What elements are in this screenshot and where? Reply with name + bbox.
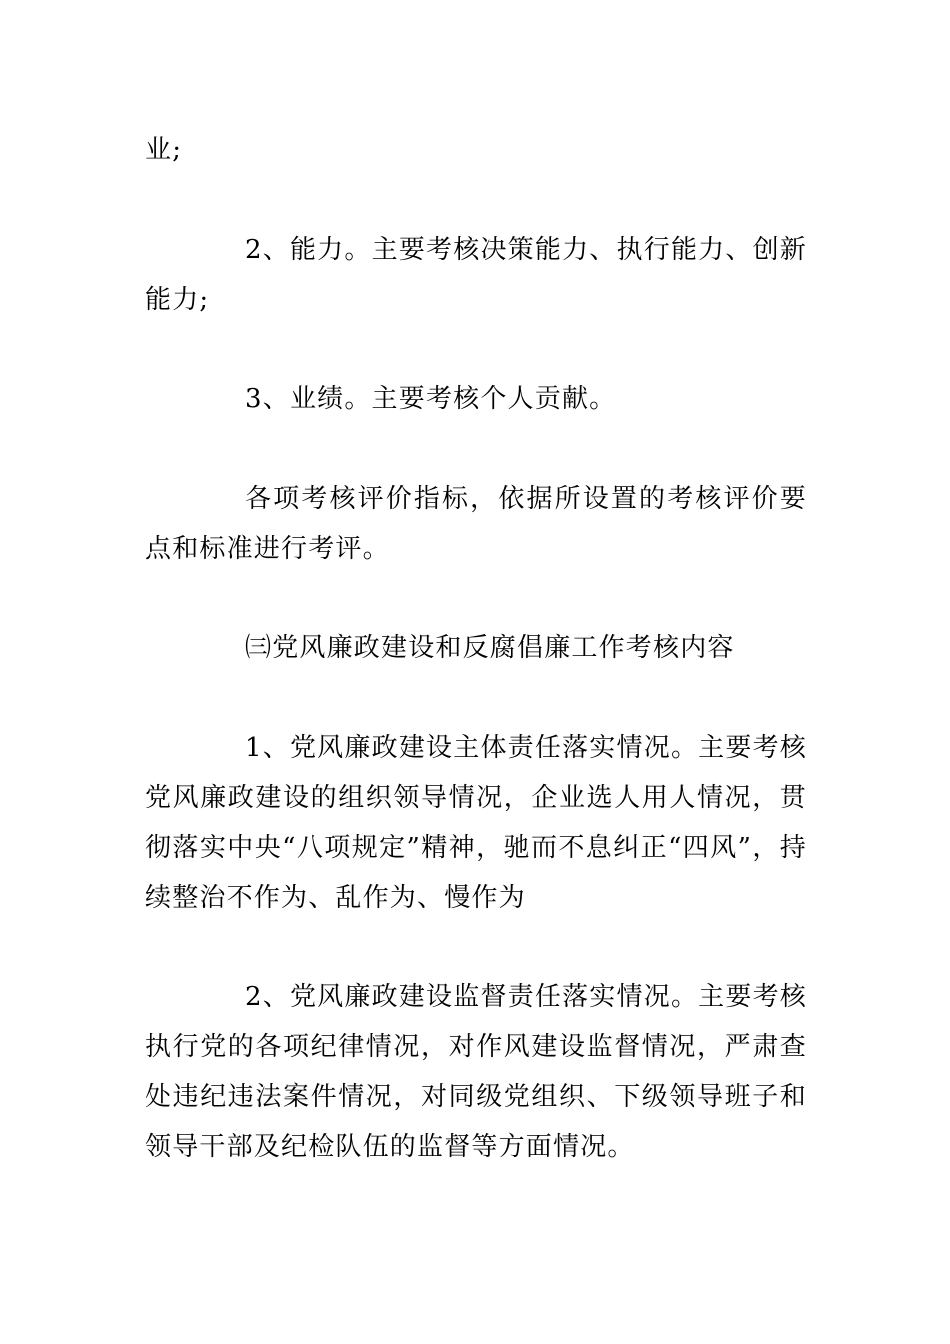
paragraph-evaluation-indicators: 各项考核评价指标，依据所设置的考核评价要点和标准进行考评。 [145, 484, 807, 564]
paragraph-ability: 2、能力。主要考核决策能力、执行能力、创新能力; [145, 235, 807, 315]
paragraph-main-responsibility: 1、党风廉政建设主体责任落实情况。主要考核党风廉政建设的组织领导情况，企业选人用人情况，贯彻落实中央“八项规定”精神，驰而不息纠正“四风”，持续整治不作为、乱作为、慢作为 [145, 733, 807, 913]
paragraph-supervision-responsibility: 2、党风廉政建设监督责任落实情况。主要考核执行党的各项纪律情况，对作风建设监督情况，严肃查处违纪违法案件情况，对同级党组织、下级领导班子和领导干部及纪检队伍的监督等方面情况。 [145, 982, 807, 1162]
paragraph-continuation: 业; [145, 135, 183, 165]
section-heading: ㈢党风廉政建设和反腐倡廉工作考核内容 [245, 633, 735, 663]
paragraph-performance: 3、业绩。主要考核个人贡献。 [245, 384, 617, 414]
